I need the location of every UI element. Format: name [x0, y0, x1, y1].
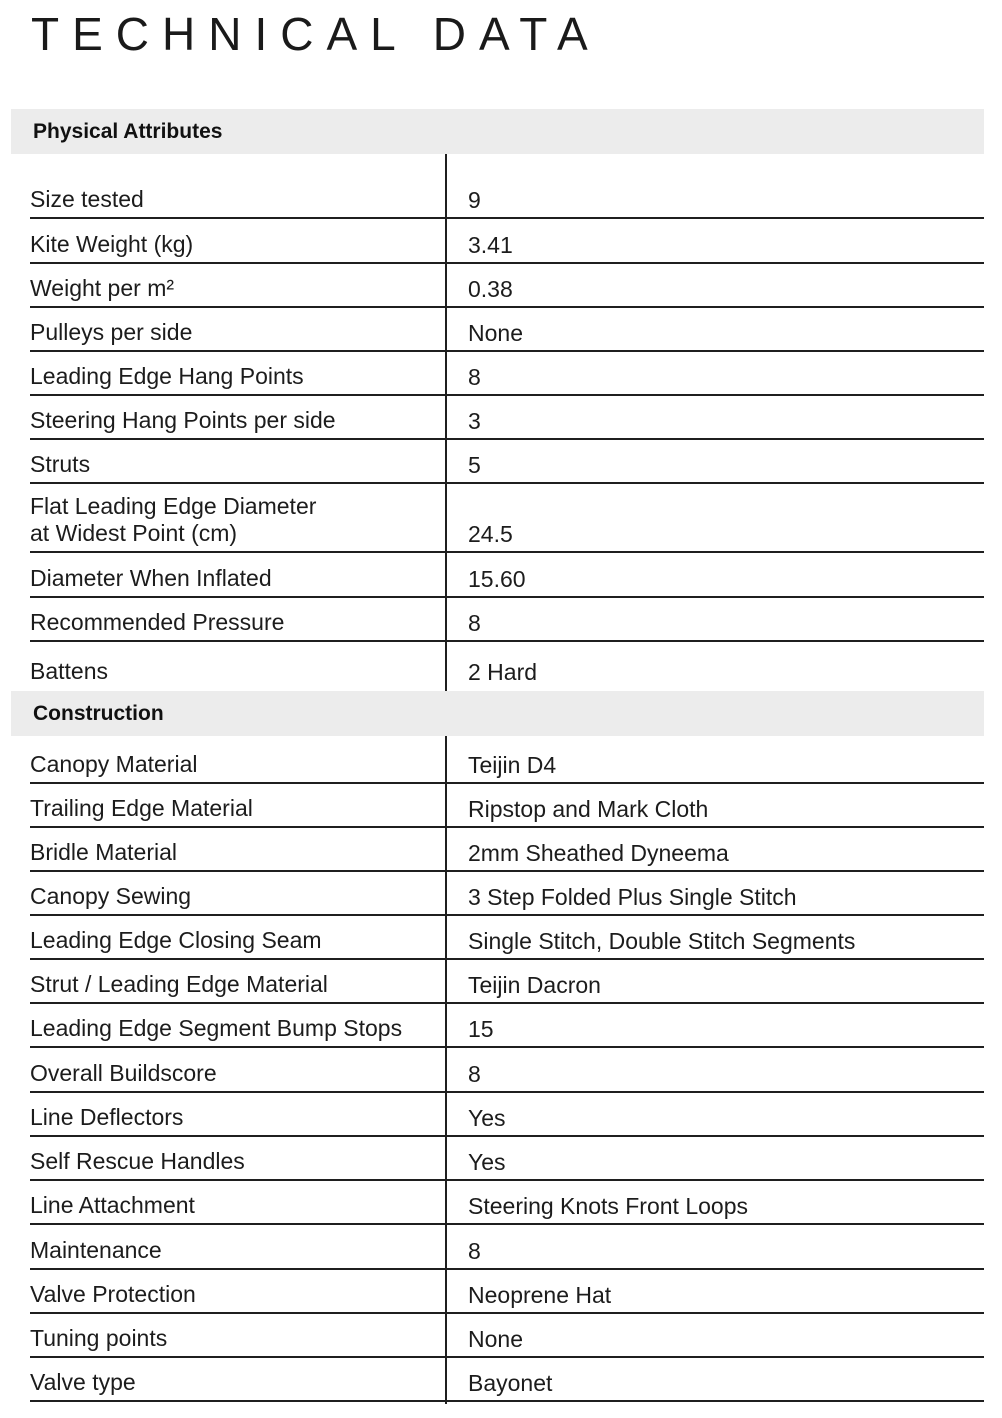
row-value: 5 [468, 452, 481, 478]
table-row [0, 1093, 1002, 1137]
row-label: Battens [30, 658, 108, 684]
row-label: Recommended Pressure [30, 609, 285, 635]
table-row [0, 1048, 1002, 1093]
row-value: 24.5 [468, 521, 513, 547]
row-label: Pulleys per side [30, 319, 193, 345]
row-label: Strut / Leading Edge Material [30, 971, 328, 997]
table-row [0, 642, 1002, 691]
table-row [0, 872, 1002, 916]
page-title: TECHNICAL DATA [31, 8, 601, 60]
table-row [0, 1004, 1002, 1048]
section-header-construction: Construction [11, 691, 984, 736]
row-value: 15 [468, 1016, 494, 1042]
table-row [0, 484, 1002, 553]
row-value: Teijin Dacron [468, 972, 601, 998]
table-row [0, 1358, 1002, 1402]
row-label: Canopy Material [30, 751, 198, 777]
row-divider [30, 1400, 445, 1402]
row-value: 2 Hard [468, 659, 538, 685]
row-label: Struts [30, 451, 91, 477]
row-label: Leading Edge Segment Bump Stops [30, 1015, 403, 1041]
row-value: Neoprene Hat [468, 1282, 612, 1308]
row-label: Kite Weight (kg) [30, 231, 194, 257]
table-row [0, 396, 1002, 440]
row-label: Tuning points [30, 1325, 168, 1351]
row-label: Diameter When Inflated [30, 565, 272, 591]
table-row [0, 352, 1002, 396]
row-label: Leading Edge Hang Points [30, 363, 304, 389]
table-row [0, 440, 1002, 484]
row-value: 2mm Sheathed Dyneema [468, 840, 729, 866]
row-value: Single Stitch, Double Stitch Segments [468, 928, 856, 954]
row-label: Steering Hang Points per side [30, 407, 336, 433]
row-label: Size tested [30, 186, 144, 212]
row-value: Steering Knots Front Loops [468, 1193, 748, 1219]
table-row [0, 1181, 1002, 1225]
row-label: Line Attachment [30, 1192, 195, 1218]
table-row [0, 1270, 1002, 1314]
row-value: 8 [468, 610, 481, 636]
row-label: Leading Edge Closing Seam [30, 927, 322, 953]
row-value: Teijin D4 [468, 752, 557, 778]
table-row [0, 784, 1002, 828]
row-label: Canopy Sewing [30, 883, 192, 909]
row-value: None [468, 320, 523, 346]
table-row [0, 1314, 1002, 1358]
row-value: Bayonet [468, 1370, 553, 1396]
table-row [0, 736, 1002, 784]
row-label: Self Rescue Handles [30, 1148, 245, 1174]
row-value: 3 Step Folded Plus Single Stitch [468, 884, 797, 910]
row-value: Ripstop and Mark Cloth [468, 796, 709, 822]
table-row [0, 219, 1002, 264]
table-row [0, 264, 1002, 308]
table-row [0, 960, 1002, 1004]
row-value: 0.38 [468, 276, 513, 302]
table-row [0, 828, 1002, 872]
table-row [0, 1137, 1002, 1181]
row-label: Valve type [30, 1369, 136, 1395]
table-row [0, 1225, 1002, 1270]
physical-attributes-table [0, 154, 1002, 691]
row-value: Yes [468, 1149, 506, 1175]
construction-table [0, 736, 1002, 1404]
table-row [0, 916, 1002, 960]
row-value: 8 [468, 1238, 481, 1264]
row-label: Overall Buildscore [30, 1060, 217, 1086]
row-label: Weight per m² [30, 275, 175, 301]
row-value: 3 [468, 408, 481, 434]
table-row [0, 154, 1002, 219]
row-label: Valve Protection [30, 1281, 196, 1307]
row-label: Flat Leading Edge Diameter at Widest Point (cm) [30, 493, 317, 546]
row-label: Trailing Edge Material [30, 795, 253, 821]
row-value: 9 [468, 187, 481, 213]
row-label: Bridle Material [30, 839, 177, 865]
row-value: 15.60 [468, 566, 526, 592]
row-value: None [468, 1326, 523, 1352]
row-value: 8 [468, 364, 481, 390]
row-divider [447, 1400, 984, 1402]
row-label: Line Deflectors [30, 1104, 184, 1130]
row-value: Yes [468, 1105, 506, 1131]
row-label: Maintenance [30, 1237, 162, 1263]
table-row [0, 308, 1002, 352]
table-row [0, 598, 1002, 642]
section-header-physical-attributes: Physical Attributes [11, 109, 984, 154]
table-row [0, 553, 1002, 598]
row-value: 8 [468, 1061, 481, 1087]
row-value: 3.41 [468, 232, 513, 258]
